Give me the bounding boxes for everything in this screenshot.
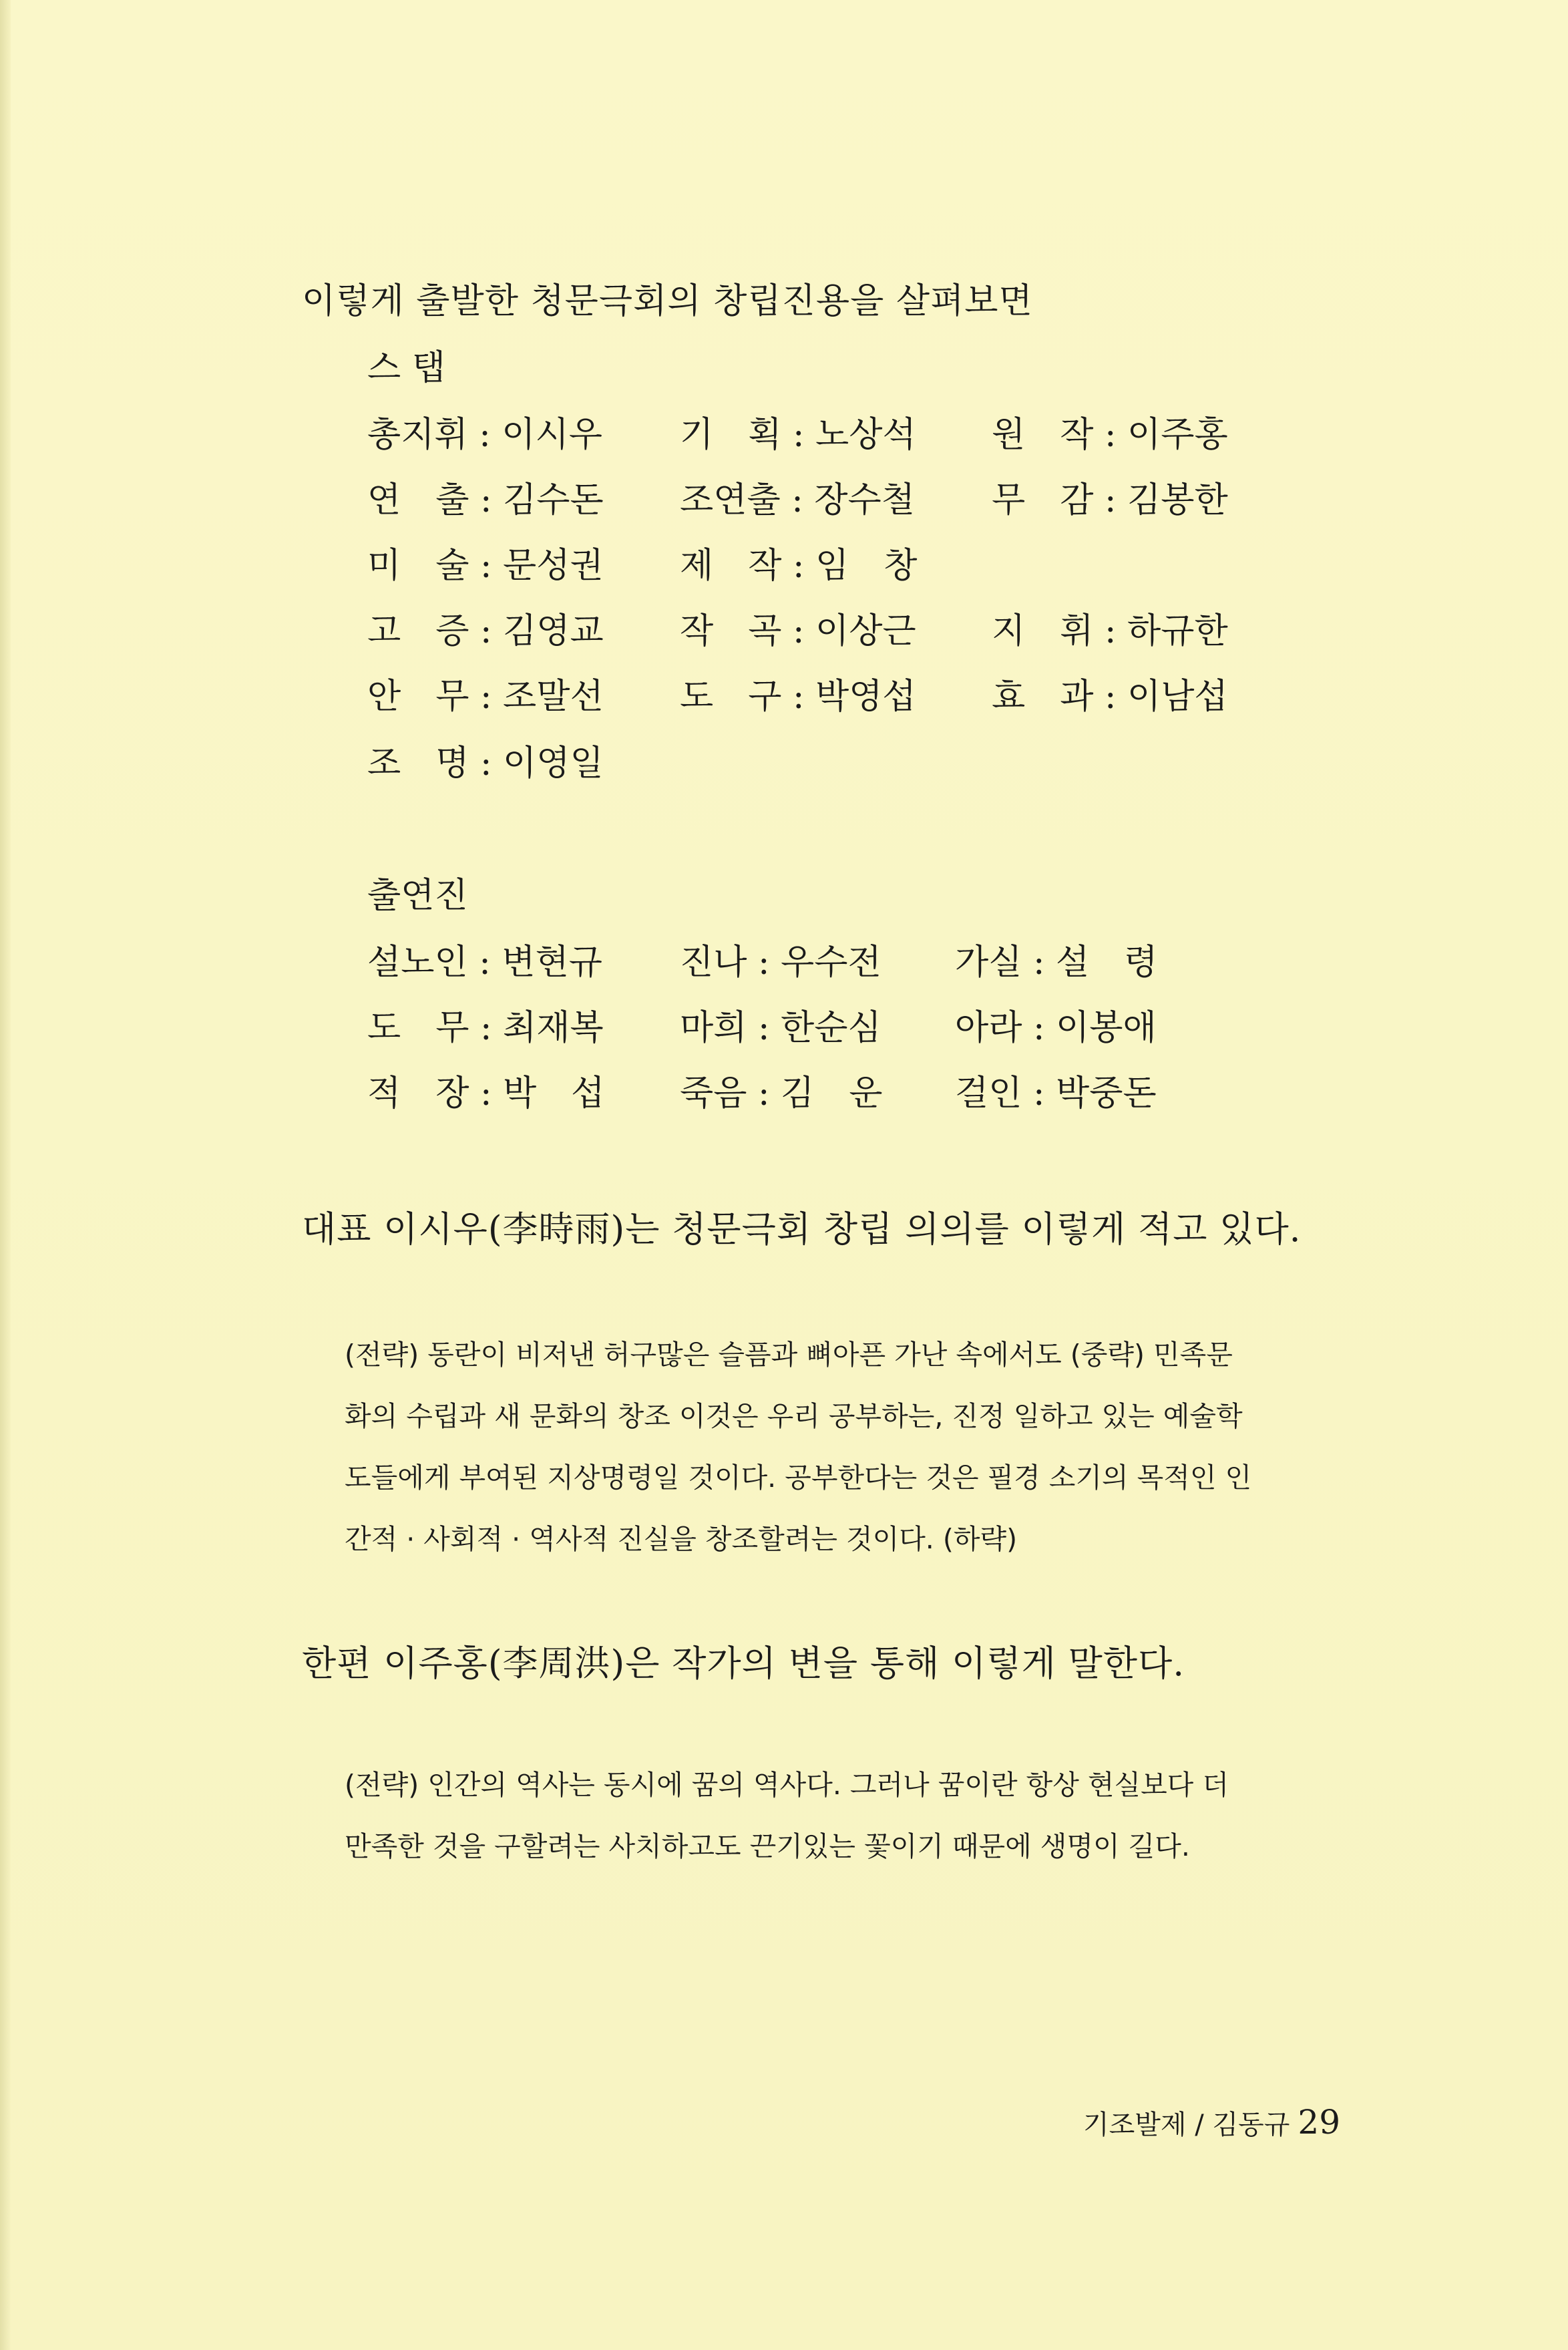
cast-row: [367, 999, 1369, 1053]
running-footer: 기조발제 / 김동규: [1083, 2110, 1290, 2140]
staff-credit: 도 구 : 박영섭: [680, 677, 916, 717]
staff-credit: 안 무 : 조말선: [367, 677, 604, 717]
staff-row: [367, 472, 1369, 525]
staff-credit: 미 술 : 문성권: [367, 546, 604, 586]
staff-credit: 무 감 : 김봉한: [992, 480, 1228, 520]
page-footer: [1083, 2103, 1340, 2142]
staff-row: [367, 735, 1369, 788]
staff-heading: 스 탭: [367, 348, 445, 388]
staff-credit: 지 휘 : 하규한: [992, 611, 1228, 651]
cast-credit: 적 장 : 박 섭: [367, 1073, 605, 1114]
paragraph: 한편 이주홍(李周洪)은 작가의 변을 통해 이렇게 말한다.: [302, 1643, 1185, 1684]
cast-credit: 마희 : 한순심: [680, 1008, 881, 1048]
staff-credit: 제 작 : 임 창: [680, 546, 918, 586]
staff-row: [367, 537, 1369, 591]
cast-credit: 진나 : 우수전: [680, 943, 881, 983]
staff-row: [367, 603, 1369, 656]
block-quote: [345, 1754, 1326, 1877]
cast-credit: 죽음 : 김 운: [680, 1073, 883, 1114]
quote-line: 화의 수립과 새 문화의 창조 이것은 우리 공부하는, 진정 일하고 있는 예술학: [345, 1400, 1243, 1432]
staff-credit: 작 곡 : 이상근: [680, 611, 916, 651]
staff-credit: 원 작 : 이주홍: [992, 415, 1228, 455]
staff-credit: 조연출 : 장수철: [680, 480, 915, 520]
paragraph: 대표 이시우(李時雨)는 청문극회 창립 의의를 이렇게 적고 있다.: [302, 1209, 1302, 1250]
staff-row: [367, 406, 1369, 460]
staff-credit: 효 과 : 이남섭: [992, 677, 1228, 717]
cast-row: [367, 934, 1369, 987]
quote-line: 만족한 것을 구할려는 사치하고도 끈기있는 꽃이기 때문에 생명이 길다.: [345, 1830, 1190, 1862]
block-quote: [345, 1324, 1326, 1570]
page-edge: [0, 0, 11, 2350]
quote-line: 도들에게 부여된 지상명령일 것이다. 공부한다는 것은 필경 소기의 목적인 인: [345, 1462, 1252, 1494]
staff-credit: 기 획 : 노상석: [680, 415, 916, 455]
cast-credit: 도 무 : 최재복: [367, 1008, 604, 1048]
staff-credit: 총지휘 : 이시우: [367, 415, 602, 455]
cast-row: [367, 1065, 1369, 1118]
staff-credit: 연 출 : 김수돈: [367, 480, 604, 520]
cast-heading: 출연진: [367, 876, 468, 916]
quote-line: 간적 · 사회적 · 역사적 진실을 창조할려는 것이다. (하략): [345, 1523, 1018, 1555]
staff-row: [367, 668, 1369, 721]
page-number: 29: [1298, 2103, 1341, 2142]
cast-credit: 가실 : 설 령: [955, 943, 1158, 983]
quote-line: (전략) 인간의 역사는 동시에 꿈의 역사다. 그러나 꿈이란 항상 현실보다 더: [345, 1769, 1229, 1801]
quote-line: (전략) 동란이 비저낸 허구많은 슬픔과 뼈아픈 가난 속에서도 (중략) 민족문: [345, 1339, 1233, 1371]
cast-credit: 걸인 : 박중돈: [955, 1073, 1157, 1114]
cast-credit: 설노인 : 변현규: [367, 943, 602, 983]
intro-sentence: 이렇게 출발한 청문극회의 창립진용을 살펴보면: [302, 281, 1033, 321]
staff-credit: 조 명 : 이영일: [367, 743, 604, 784]
staff-credit: 고 증 : 김영교: [367, 611, 604, 651]
cast-credit: 아라 : 이봉애: [955, 1008, 1157, 1048]
